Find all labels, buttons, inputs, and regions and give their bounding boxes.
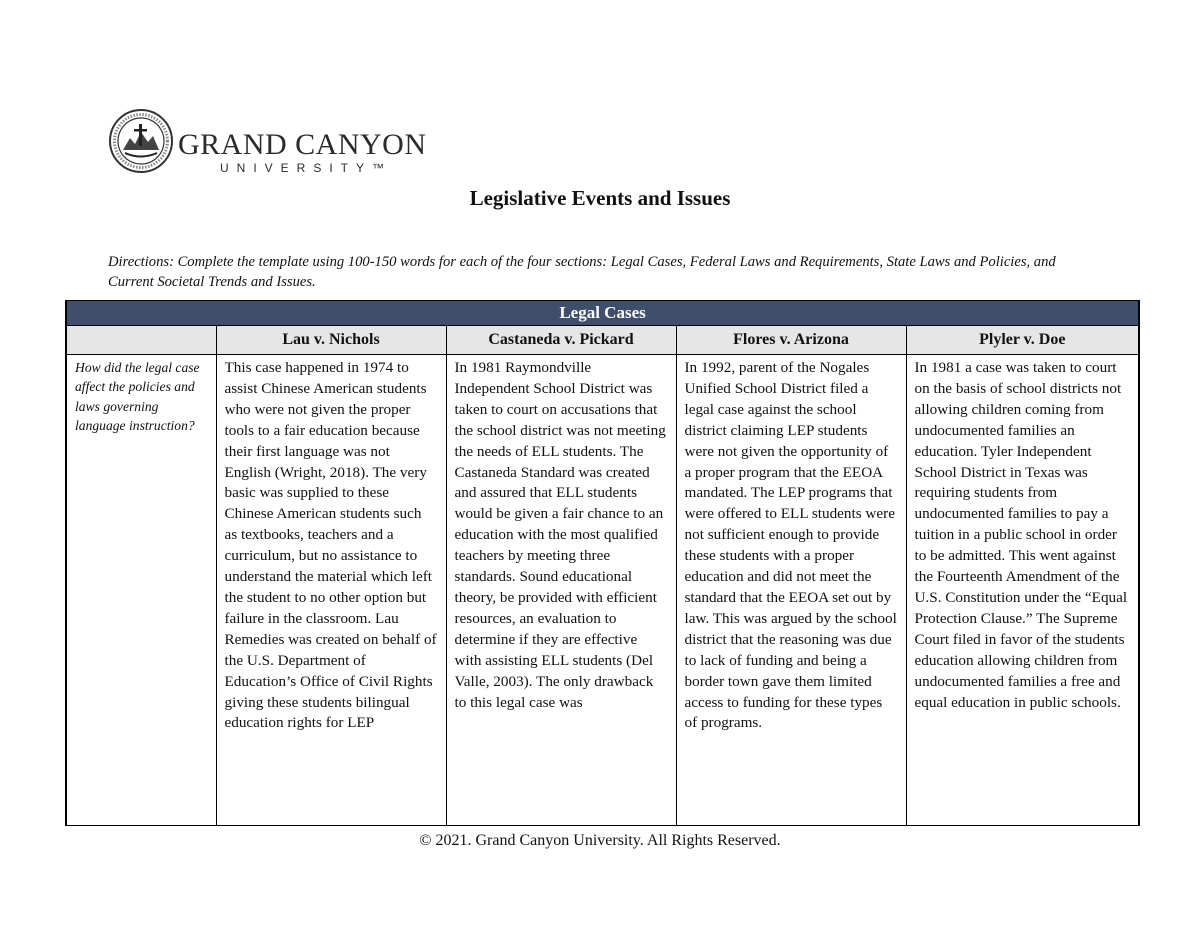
- legal-cases-table: [65, 300, 1140, 826]
- document-title: Legislative Events and Issues: [469, 186, 731, 210]
- column-header-flores-v-arizona: Flores v. Arizona: [676, 326, 906, 355]
- column-header-castaneda-v-pickard: Castaneda v. Pickard: [446, 326, 676, 355]
- university-logo: [108, 108, 427, 178]
- footer-copyright: © 2021. Grand Canyon University. All Rights Reserved.: [419, 832, 781, 849]
- directions-text: Directions: Complete the template using 100-150 words for each of the four sections: Legal Cases, Federal Laws and Requirements, State Laws and Policies, and Current Societal Trends and Issues.: [108, 254, 1056, 290]
- cell-lau-v-nichols: [216, 355, 446, 826]
- university-seal-icon: [108, 108, 174, 174]
- logo-subwordmark: UNIVERSITY™: [220, 161, 393, 175]
- logo-wordmark: GRAND CANYON: [178, 128, 427, 161]
- cell-text: In 1992, parent of the Nogales Unified School District filed a legal case against the school district claiming LEP students were not given the opportunity of a proper program that the EEOA mandated. The LEP programs that were offered to ELL students were not sufficient enough to provide these students with a proper education and did not meet the standard that the EEOA set out by law. This was argued by the school district that the reasoning was due to lack of funding and being a border town gave them limited access to funding for these types of programs.: [684, 359, 897, 732]
- cell-flores-v-arizona: [676, 355, 906, 826]
- column-header-lau-v-nichols: Lau v. Nichols: [216, 326, 446, 355]
- question-text: How did the legal case affect the policies and laws governing language instruction?: [75, 360, 200, 434]
- cell-plyler-v-doe: [906, 355, 1139, 826]
- cell-text: In 1981 a case was taken to court on the basis of school districts not allowing children coming from undocumented families an education. Tyler Independent School District in Texas was requiring students from undocumented families to pay a tuition in a public school in order to be admitted. This went against the Fourteenth Amendment of the U.S. Constitution under the “Equal Protection Clause.” The Supreme Court filed in favor of the students education allowing children from undocumented families a free and equal education in public schools.: [914, 359, 1128, 711]
- question-cell: [66, 355, 216, 826]
- column-header-plyler-v-doe: Plyler v. Doe: [906, 326, 1139, 355]
- column-header-blank: [66, 326, 216, 355]
- cell-text: In 1981 Raymondville Independent School District was taken to court on accusations that the school district was not meeting the needs of ELL students. The Castaneda Standard was created and assured that ELL students would be given a fair chance to an education with the most qualified teachers by meeting three standards. Sound educational theory, be provided with efficient resources, an evaluation to determine if they are effective with assisting ELL students (Del Valle, 2003). The only drawback to this legal case was: [454, 359, 666, 711]
- table-section-title: Legal Cases: [66, 301, 1139, 326]
- cell-castaneda-v-pickard: [446, 355, 676, 826]
- cell-text: This case happened in 1974 to assist Chinese American students who were not given the proper tools to a fair education because their first language was not English (Wright, 2018). The very basic was supplied to these Chinese American students such as textbooks, teachers and a curriculum, but no assistance to understand the material which left the student to no other option but failure in the classroom. Lau Remedies was created on behalf of the U.S. Department of Education’s Office of Civil Rights giving these students bilingual education rights for LEP: [224, 359, 437, 732]
